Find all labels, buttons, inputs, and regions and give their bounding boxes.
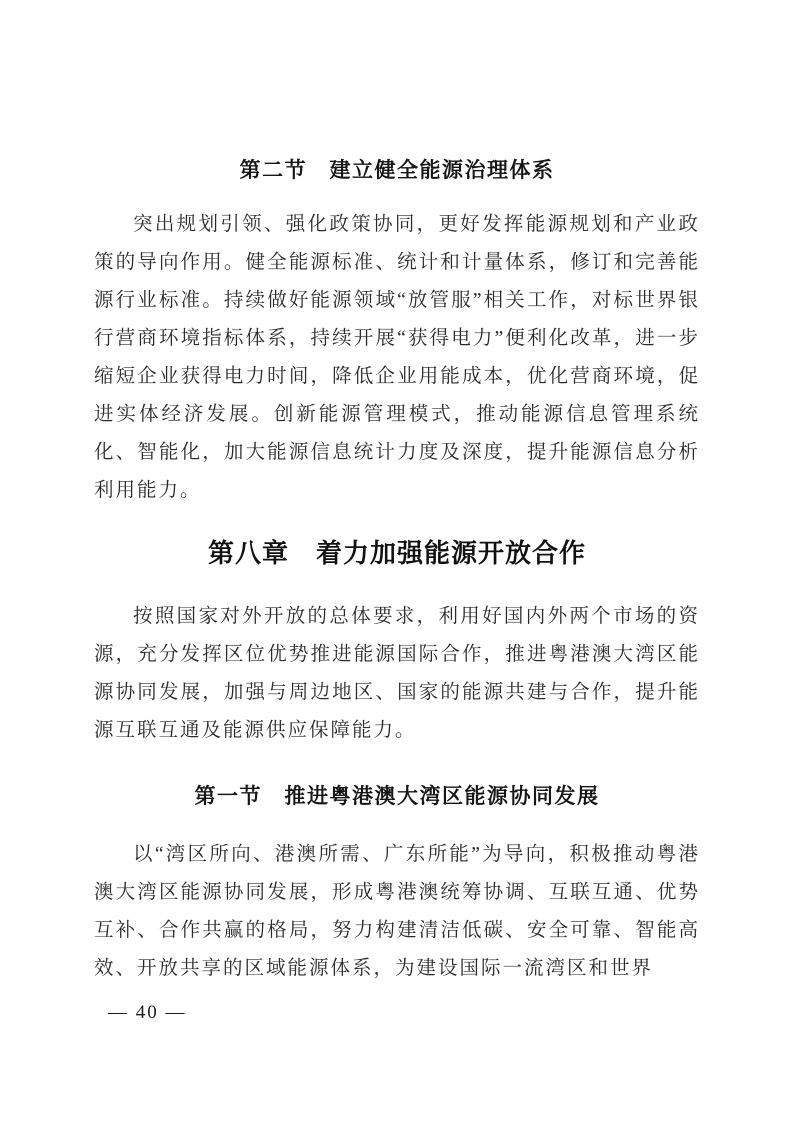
chapter-heading-8: 第八章 着力加强能源开放合作 (207, 538, 586, 568)
paragraph-energy-governance: 突出规划引领、强化政策协同，更好发挥能源规划和产业政策的导向作用。健全能源标准、统计和计量体系，修订和完善能源行业标准。持续做好能源领域“放管服”相关工作，对标世界银行营商环境指标体系，持续开展“获得电力”便利化改革，进一步缩短企业获得电力时间，降低企业用能成本，优化营商环境，促进实体经济发展。创新能源管理模式，推动能源信息管理系统化、智能化，加大能源信息统计力度及深度，提升能源信息分析利用能力。 (94, 214, 700, 501)
paragraph-opening-cooperation: 按照国家对外开放的总体要求，利用好国内外两个市场的资源，充分发挥区位优势推进能源国际合作，推进粤港澳大湾区能源协同发展，加强与周边地区、国家的能源共建与合作，提升能源互联互通及能源供应保障能力。 (94, 606, 700, 741)
section-heading-gba: 第一节 推进粤港澳大湾区能源协同发展 (194, 785, 600, 808)
section-heading-governance: 第二节 建立健全能源治理体系 (239, 159, 555, 182)
paragraph-gba-energy: 以“湾区所向、港澳所需、广东所能”为导向，积极推动粤港澳大湾区能源协同发展，形成粤港澳统筹协调、互联互通、优势互补、合作共赢的格局，努力构建清洁低碳、安全可靠、智能高效、开放共享的区域能源体系，为建设国际一流湾区和世界 (94, 844, 700, 979)
page-number: — 40 — (108, 1002, 187, 1023)
